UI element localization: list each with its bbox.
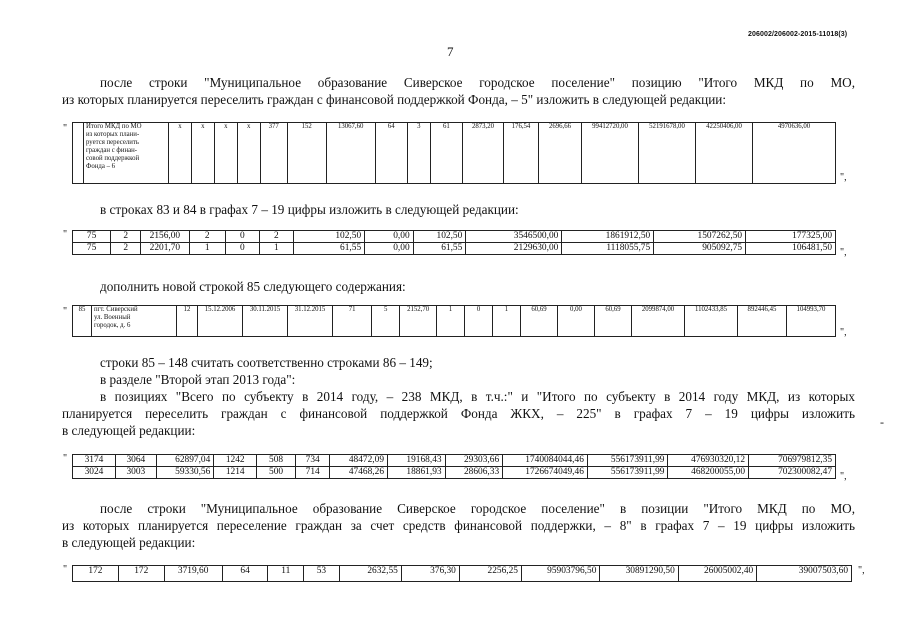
paragraph-1-line-1: после строки "Муниципальное образование Сиверское городское поселение" позицию "Итого МКД по МО, — [100, 75, 855, 90]
table-cell: 0,00 — [365, 231, 414, 243]
table-cell: 2129630,00 — [466, 243, 562, 255]
address-line: ул. Военный — [94, 314, 131, 321]
table-cell: 1214 — [214, 467, 257, 479]
table-cell: 2696,66 — [539, 123, 582, 184]
table-cell: 52191678,00 — [639, 123, 696, 184]
table-cell: 1507262,50 — [654, 231, 746, 243]
table-cell: 1740084044,46 — [503, 455, 588, 467]
table-cell: 75 — [73, 231, 111, 243]
table-subject-2014 — [72, 454, 836, 479]
label-line: граждан с финан- — [86, 147, 138, 154]
paragraph-7-line-1: после строки "Муниципальное образование Сиверское городское поселение" в позиции "Итого МКД по МО, — [100, 501, 855, 516]
quote-open-mark: " — [63, 123, 68, 134]
table-cell: x — [214, 123, 237, 184]
table-cell: 15.12.2006 — [198, 306, 243, 337]
table-cell: 152 — [287, 123, 326, 184]
table-cell: 0 — [225, 231, 259, 243]
table-cell: 1 — [259, 243, 293, 255]
table-cell: 26005002,40 — [678, 566, 756, 582]
table-cell: 102,50 — [413, 231, 466, 243]
table-cell: 905092,75 — [654, 243, 746, 255]
table-cell: 2 — [111, 243, 141, 255]
label-line: из которых плани- — [86, 131, 140, 138]
table-cell: 3064 — [115, 455, 156, 467]
paragraph-7-line-3: в следующей редакции: — [62, 535, 196, 550]
table-cell: 734 — [295, 455, 330, 467]
table-cell: 3024 — [73, 467, 116, 479]
table-cell: 102,50 — [293, 231, 364, 243]
table-cell: 3719,60 — [164, 566, 222, 582]
label-line: Итого МКД по МО — [86, 123, 142, 130]
table-cell: 2873,20 — [463, 123, 504, 184]
paragraph-6-line-2: планируется переселить граждан с финансовой поддержкой Фонда ЖКХ, – 225" в графах 7 – 19 цифры изложить — [62, 406, 855, 421]
table-cell: 0,00 — [558, 306, 595, 337]
table-cell: 2 — [111, 231, 141, 243]
label-line: совой поддержкой — [86, 155, 140, 162]
table-cell: 19168,43 — [388, 455, 446, 467]
row-label-cell — [84, 123, 169, 184]
table-cell: 2152,70 — [400, 306, 437, 337]
table-cell: 1 — [189, 243, 225, 255]
table-cell: 0,00 — [365, 243, 414, 255]
table-cell: 75 — [73, 243, 111, 255]
table-cell: 85 — [73, 306, 92, 337]
table-cell: 177325,00 — [746, 231, 836, 243]
table-row — [73, 455, 836, 467]
table-cell: 64 — [222, 566, 268, 582]
table-cell: 2 — [189, 231, 225, 243]
label-line: руется переселить — [86, 139, 139, 146]
table-cell: 47468,26 — [330, 467, 388, 479]
table-cell — [73, 123, 84, 184]
table-cell: 61,55 — [413, 243, 466, 255]
table-cell: 1 — [437, 306, 465, 337]
table-cell: 99412720,00 — [582, 123, 639, 184]
table-cell: 377 — [260, 123, 287, 184]
table-cell: 3 — [407, 123, 430, 184]
table-cell: 3174 — [73, 455, 116, 467]
table-cell: 31.12.2015 — [288, 306, 333, 337]
table-cell: x — [169, 123, 192, 184]
table-cell: 28606,33 — [445, 467, 503, 479]
table-cell: 30.11.2015 — [243, 306, 288, 337]
table-cell: 59330,56 — [156, 467, 214, 479]
table-row — [73, 306, 836, 337]
paragraph-5: в разделе "Второй этап 2013 года": — [100, 372, 296, 387]
margin-dash-mark: - — [880, 415, 884, 429]
table-rows-83-84 — [72, 230, 836, 255]
table-cell: 2201,70 — [141, 243, 190, 255]
table-cell: 1102433,85 — [685, 306, 738, 337]
table-cell: 1118055,75 — [562, 243, 654, 255]
table-cell: 29303,66 — [445, 455, 503, 467]
quote-open-mark: " — [63, 229, 68, 240]
label-line: Фонда – 6 — [86, 163, 116, 170]
table-cell: 106481,50 — [746, 243, 836, 255]
table-cell: 3546500,00 — [466, 231, 562, 243]
table-cell: 18861,93 — [388, 467, 446, 479]
paragraph-7-line-2: из которых планируется переселение граждан за счет средств финансовой поддержки, – 8" в графах 7 – 19 цифры изложить — [62, 518, 855, 533]
table-cell: 2099874,00 — [632, 306, 685, 337]
quote-close-mark: ", — [858, 565, 865, 576]
quote-open-mark: " — [63, 564, 68, 575]
table-cell: 61,55 — [293, 243, 364, 255]
paragraph-6-line-1: в позициях "Всего по субъекту в 2014 году, – 238 МКД, в т.ч.:" и "Итого по субъекту в 2014 году МКД, из которых — [100, 389, 855, 404]
table-cell: 508 — [257, 455, 296, 467]
table-cell: 2 — [259, 231, 293, 243]
table-cell: 13067,60 — [326, 123, 375, 184]
paragraph-1-line-2: из которых планируется переселить граждан с финансовой поддержкой Фонда, – 5" изложить в следующей редакции: — [62, 92, 727, 107]
table-cell: 39007503,60 — [757, 566, 852, 582]
table-cell: 500 — [257, 467, 296, 479]
table-cell: 706979812,35 — [749, 455, 836, 467]
table-cell: 172 — [73, 566, 119, 582]
quote-open-mark: " — [63, 453, 68, 464]
table-cell: 172 — [118, 566, 164, 582]
table-cell: 61 — [430, 123, 462, 184]
table-cell: x — [191, 123, 214, 184]
table-cell: 2156,00 — [141, 231, 190, 243]
table-cell: 714 — [295, 467, 330, 479]
quote-close-mark: ", — [840, 247, 847, 258]
table-cell: 1 — [493, 306, 521, 337]
table-row — [73, 467, 836, 479]
table-cell: x — [237, 123, 260, 184]
table-cell: 556173911,99 — [587, 467, 668, 479]
paragraph-3: дополнить новой строкой 85 следующего содержания: — [100, 279, 406, 294]
table-cell: 5 — [372, 306, 400, 337]
address-cell — [92, 306, 177, 337]
table-cell: 4970636,00 — [753, 123, 836, 184]
table-cell: 892446,45 — [738, 306, 787, 337]
quote-close-mark: ", — [840, 172, 847, 183]
document-id: 206002/206002-2015-11018(3) — [748, 31, 848, 38]
table-cell: 48472,09 — [330, 455, 388, 467]
table-new-row-85 — [72, 305, 836, 337]
table-cell: 30891290,50 — [600, 566, 678, 582]
table-cell: 42250406,00 — [696, 123, 753, 184]
table-cell: 556173911,99 — [587, 455, 668, 467]
table-row — [73, 566, 852, 582]
quote-open-mark: " — [63, 306, 68, 317]
table-cell: 0 — [225, 243, 259, 255]
table-cell: 468200055,00 — [668, 467, 749, 479]
table-cell: 3003 — [115, 467, 156, 479]
table-cell: 1242 — [214, 455, 257, 467]
table-cell: 60,69 — [521, 306, 558, 337]
address-line: городок, д. 6 — [94, 322, 131, 329]
table-cell: 62897,04 — [156, 455, 214, 467]
table-cell: 376,30 — [401, 566, 459, 582]
table-cell: 2256,25 — [459, 566, 521, 582]
table-cell: 60,69 — [595, 306, 632, 337]
table-cell: 71 — [333, 306, 372, 337]
table-cell: 53 — [304, 566, 340, 582]
paragraph-6-line-3: в следующей редакции: — [62, 423, 196, 438]
table-cell: 176,54 — [504, 123, 539, 184]
quote-close-mark: ", — [840, 471, 847, 482]
table-cell: 12 — [177, 306, 198, 337]
table-cell: 476930320,12 — [668, 455, 749, 467]
table-cell: 95903796,50 — [521, 566, 599, 582]
table-cell: 104993,70 — [787, 306, 836, 337]
table-cell: 64 — [375, 123, 407, 184]
table-cell: 1861912,50 — [562, 231, 654, 243]
table-cell: 702300082,47 — [749, 467, 836, 479]
table-cell: 2632,55 — [339, 566, 401, 582]
paragraph-2: в строках 83 и 84 в графах 7 – 19 цифры изложить в следующей редакции: — [100, 202, 519, 217]
address-line: пгт. Сиверский — [94, 306, 138, 313]
table-row — [73, 243, 836, 255]
table-cell: 1726674049,46 — [503, 467, 588, 479]
paragraph-4: строки 85 – 148 считать соответственно строками 86 – 149; — [100, 355, 433, 370]
quote-close-mark: ", — [840, 327, 847, 338]
table-row — [73, 231, 836, 243]
table-row — [73, 123, 836, 184]
table-cell: 11 — [268, 566, 304, 582]
page-number: 7 — [447, 44, 454, 59]
table-itogo-mkd — [72, 122, 836, 184]
table-itogo-mkd-8 — [72, 565, 852, 582]
table-cell: 0 — [465, 306, 493, 337]
